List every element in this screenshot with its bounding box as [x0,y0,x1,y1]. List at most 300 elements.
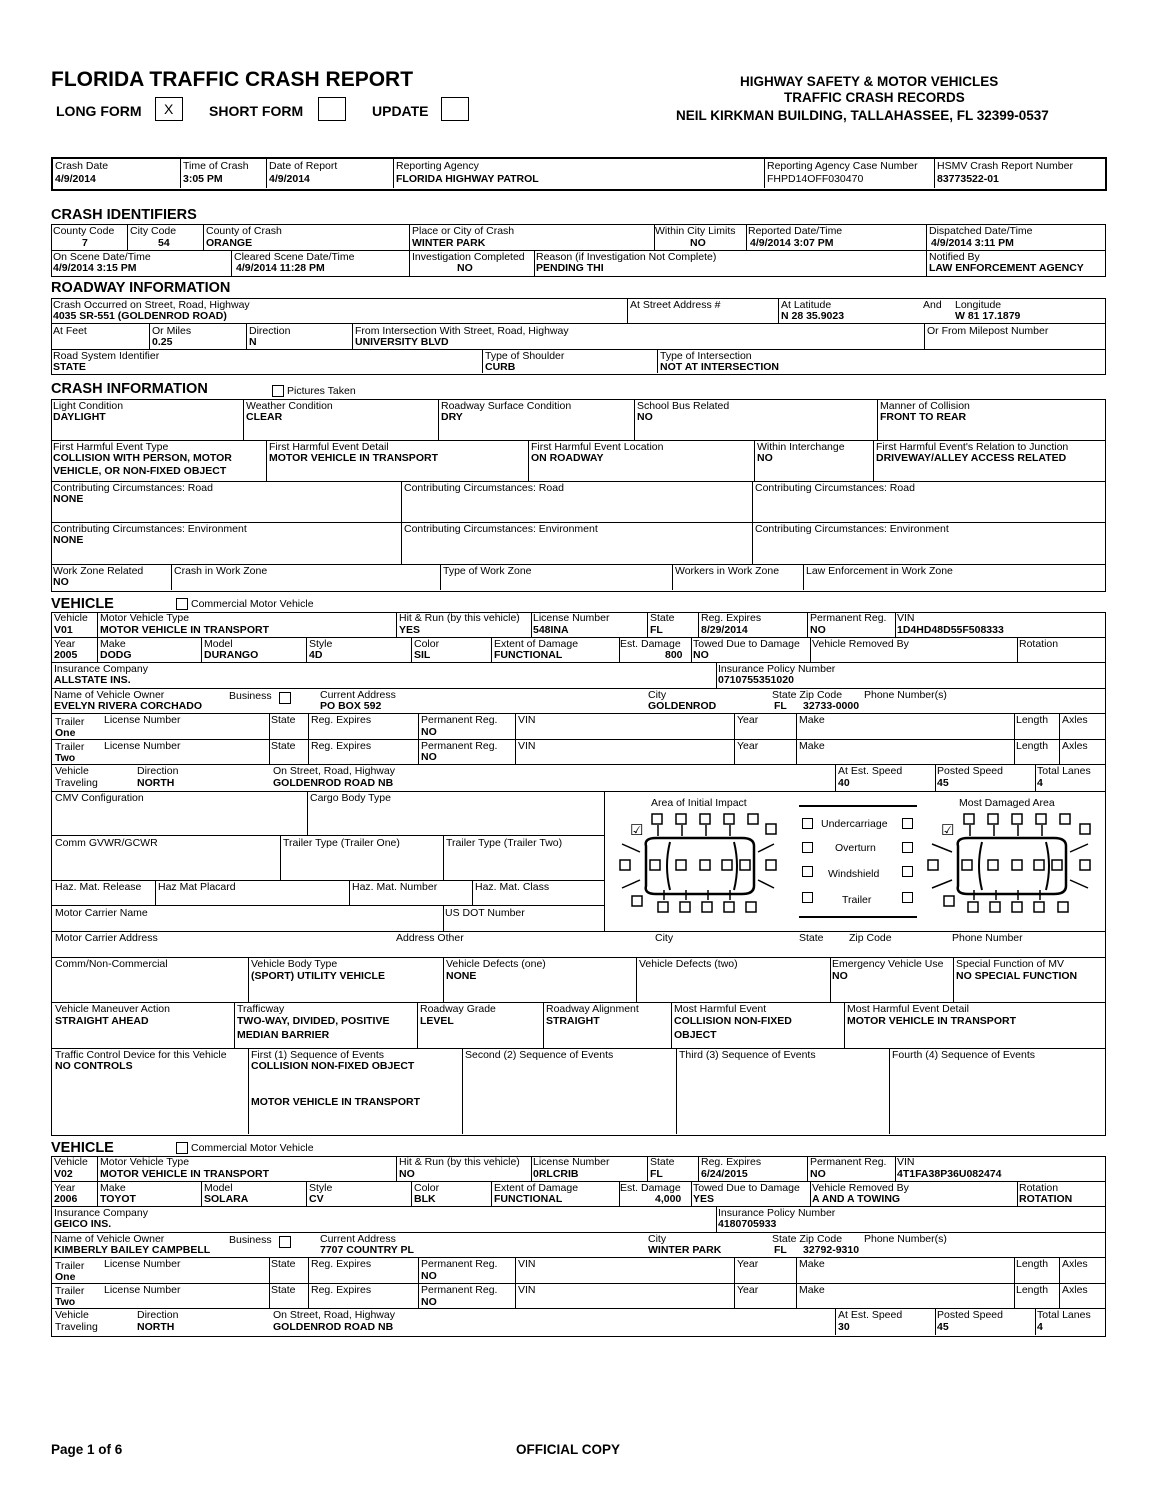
fhe-line2: VEHICLE, OR NON-FIXED OBJECT [53,465,227,477]
v1-state2-label: State [799,932,824,944]
v1-carrier-label: Motor Carrier Name [55,907,148,919]
v1-body-label: Vehicle Body Type [251,958,338,970]
v2-t1-one: One [55,1271,76,1283]
v1-lanes: 4 [1037,777,1043,789]
v1-city-label: City [648,689,667,701]
v1-tcd-label: Traffic Control Device for this Vehicle [55,1049,227,1061]
v2-t2-permreg-label: Permanent Reg. [421,1284,498,1296]
v1-seq3-label: Third (3) Sequence of Events [679,1049,816,1061]
v1-policy: 0710755351020 [718,674,794,686]
v1-color: SIL [414,649,431,661]
v1-policy-label: Insurance Policy Number [718,663,836,675]
v1-business-label: Business [229,690,272,702]
v1-zip-label: Zip Code [849,932,892,944]
v1-t1-length-label: Length [1016,714,1049,726]
v2-permreg: NO [810,1168,826,1180]
v2-make-label: Make [100,1182,126,1194]
v2-statezip-label: State Zip Code [772,1233,843,1245]
v2-owner: KIMBERLY BAILEY CAMPBELL [54,1244,211,1256]
ccr1-label: Contributing Circumstances: Road [53,482,213,494]
county-label: County of Crash [206,225,282,237]
v1-addr-label: Current Address [320,689,396,701]
v2-policy: 4180705933 [718,1218,777,1230]
v1-phone-label: Phone Number(s) [864,689,947,701]
direction-label: Direction [249,325,291,337]
v1-emerg-label: Emergency Vehicle Use [832,958,944,970]
v1-zip: 32733-0000 [803,701,860,712]
v1-most-damaged-label: Most Damaged Area [959,797,1055,809]
v1-cmvconfig-label: CMV Configuration [55,792,144,804]
v2-model-label: Model [204,1182,233,1194]
within-city-label: Within City Limits [655,225,736,237]
v1-undercarriage-left-checkbox[interactable] [802,818,813,829]
cwz-label: Crash in Work Zone [174,565,268,577]
v1-mhed: MOTOR VEHICLE IN TRANSPORT [847,1015,1016,1027]
v1-body: (SPORT) UTILITY VEHICLE [251,970,385,982]
weather: CLEAR [246,411,283,423]
v2-t2-vin-label: VIN [518,1284,536,1296]
v2-number: V02 [54,1168,73,1180]
v1-t2-length-label: Length [1016,740,1049,752]
weather-label: Weather Condition [246,400,333,412]
v2-t2-state-label: State [271,1284,296,1296]
agency-label: Reporting Agency [396,160,479,172]
cce2-label: Contributing Circumstances: Environment [404,523,598,535]
cleared-datetime: 4/9/2014 11:28 PM [236,262,325,274]
v2-t1-permreg-label: Permanent Reg. [421,1258,498,1270]
reported-label: Reported Date/Time [748,225,843,237]
v1-hitrun-label: Hit & Run (by this vehicle) [399,612,520,624]
v1-owner: EVELYN RIVERA CORCHADO [54,700,202,712]
v2-t1-axles-label: Axles [1062,1258,1088,1270]
v1-overturn-right-checkbox[interactable] [902,842,913,853]
v1-initial-impact-check-icon: ☑ [630,822,644,839]
v2-t2-two: Two [55,1296,76,1308]
v2-t1-plate-label: License Number [104,1258,181,1270]
v1-city2-label: City [655,932,674,944]
v1-type: MOTOR VEHICLE IN TRANSPORT [100,624,269,636]
v1-t1-state-label: State [271,714,296,726]
v1-t2-make-label: Make [799,740,825,752]
fhl-label: First Harmful Event Location [531,441,664,453]
crash-date-label: Crash Date [55,160,109,172]
v2-vin-label: VIN [897,1156,915,1168]
miles-label: Or Miles [152,325,192,337]
surface-label: Roadway Surface Condition [441,400,572,412]
v2-zip: 32792-9310 [803,1245,860,1256]
manner: FRONT TO REAR [880,411,967,423]
long-form-label: LONG FORM [56,103,142,119]
county: ORANGE [206,237,253,249]
v2-city: WINTER PARK [648,1244,722,1256]
v2-towed: YES [693,1193,715,1205]
place: WINTER PARK [412,237,486,249]
v2-hitrun: NO [399,1168,415,1180]
v1-def1-label: Vehicle Defects (one) [446,958,546,970]
junction: DRIVEWAY/ALLEY ACCESS RELATED [876,452,1067,464]
v2-posted: 45 [937,1321,949,1333]
pictures-checkbox[interactable] [272,385,284,397]
v2-t1-length-label: Length [1016,1258,1049,1270]
v1-seq1: COLLISION NON-FIXED OBJECT [251,1060,415,1072]
v1-maneuver: STRAIGHT AHEAD [55,1015,149,1027]
fhe-line1: COLLISION WITH PERSON, MOTOR [53,452,232,464]
cce1: NONE [53,534,84,546]
v2-speed-label: At Est. Speed [838,1309,903,1321]
v2-owner-label: Name of Vehicle Owner [54,1233,165,1245]
v2-lanes-label: Total Lanes [1037,1309,1091,1321]
v1-statezip-label: State Zip Code [772,689,843,701]
v1-t2-state-label: State [271,740,296,752]
v2-addr-label: Current Address [320,1233,396,1245]
vehicle1-title: VEHICLE [51,596,114,612]
update-checkbox[interactable] [441,97,469,121]
v1-permreg: NO [810,624,826,636]
v2-make: TOYOT [100,1193,136,1205]
time-label: Time of Crash [183,160,249,172]
notified-label: Notified By [929,251,980,263]
investigation: NO [457,262,473,274]
ccr2-label: Contributing Circumstances: Road [404,482,564,494]
road-system-label: Road System Identifier [53,350,160,362]
v1-hazclass-label: Haz. Mat. Class [475,881,550,893]
v2-t2-length-label: Length [1016,1284,1049,1296]
interchange: NO [757,452,773,464]
v2-t1-state-label: State [271,1258,296,1270]
agency-line2: TRAFFIC CRASH RECORDS [784,90,965,105]
v1-t1-year-label: Year [737,714,759,726]
v2-estdmg-label: Est. Damage [620,1182,681,1194]
v1-overturn-left-checkbox[interactable] [802,842,813,853]
short-form-label: SHORT FORM [209,103,304,119]
twz-label: Type of Work Zone [443,565,532,577]
v1-make-label: Make [100,638,126,650]
v1-commnon-label: Comm/Non-Commercial [55,958,168,970]
v2-vehicle-label2: Vehicle [55,1309,89,1321]
v1-t1-permreg-label: Permanent Reg. [421,714,498,726]
v1-state: FL [650,624,663,636]
v2-t2-year-label: Year [737,1284,759,1296]
v1-t1-one: One [55,727,76,739]
road-system: STATE [53,361,86,373]
v2-addr: 7707 COUNTRY PL [320,1244,414,1256]
miles: 0.25 [152,336,173,348]
v1-trailer-right-checkbox[interactable] [902,892,913,903]
v1-emerg: NO [832,970,848,982]
street-label: Crash Occurred on Street, Road, Highway [53,299,250,311]
v2-rotation-label: Rotation [1019,1182,1059,1194]
v1-tcd: NO CONTROLS [55,1060,133,1072]
v1-model-label: Model [204,638,233,650]
v1-business-checkbox[interactable] [279,692,291,704]
v2-policy-label: Insurance Policy Number [718,1207,836,1219]
v1-posted-label: Posted Speed [937,765,1003,777]
within-city: NO [690,237,706,249]
wz: NO [53,576,69,588]
v1-removed-label: Vehicle Removed By [812,638,909,650]
v2-state-label: State [650,1156,675,1168]
v1-make: DODG [100,649,132,661]
v1-undercarriage-label: Undercarriage [821,818,888,830]
v2-t2-regexp-label: Reg. Expires [311,1284,372,1296]
onscene-datetime: 4/9/2014 3:15 PM [53,262,137,274]
v1-t2-regexp-label: Reg. Expires [311,740,372,752]
v1-onstreet-label: On Street, Road, Highway [273,765,395,777]
v2-cmv-checkbox[interactable] [176,1142,188,1154]
dispatched-label: Dispatched Date/Time [929,225,1033,237]
v1-number: V01 [54,624,73,636]
v1-owner-label: Name of Vehicle Owner [54,689,165,701]
v2-style: CV [309,1193,324,1205]
intersection: UNIVERSITY BLVD [355,336,449,348]
v2-t1-make-label: Make [799,1258,825,1270]
v2-estdmg: 4,000 [655,1193,682,1205]
v1-model: DURANGO [204,649,259,661]
milepost-label: Or From Milepost Number [927,325,1049,337]
v1-t1-permreg: NO [421,726,437,738]
v1-style-label: Style [309,638,333,650]
v1-traveling-label: Traveling [55,777,98,789]
reason: PENDING THI [536,262,604,274]
v2-hitrun-label: Hit & Run (by this vehicle) [399,1156,520,1168]
onscene-label: On Scene Date/Time [53,251,151,263]
v1-grade: LEVEL [420,1015,454,1027]
v2-owner-state: FL [774,1244,787,1256]
v1-mhed-label: Most Harmful Event Detail [847,1003,969,1015]
v1-insco: ALLSTATE INS. [54,674,131,686]
intersection-type: NOT AT INTERSECTION [660,361,779,373]
v2-t2-plate-label: License Number [104,1284,181,1296]
v1-hazrel-label: Haz. Mat. Release [55,881,142,893]
v2-extent-label: Extent of Damage [494,1182,579,1194]
v1-posted: 45 [937,777,949,789]
v1-plate-label: License Number [533,612,610,624]
place-label: Place or City of Crash [412,225,515,237]
wwz-label: Workers in Work Zone [675,565,780,577]
v1-t1-plate-label: License Number [104,714,181,726]
v1-cargo-label: Cargo Body Type [310,792,391,804]
v1-seq1-detail: MOTOR VEHICLE IN TRANSPORT [251,1096,420,1108]
longitude: W 81 17.1879 [955,310,1021,322]
v1-most-damaged-check-icon: ☑ [941,822,955,839]
v2-t1-permreg: NO [421,1270,437,1282]
v2-t1-year-label: Year [737,1258,759,1270]
lewz-label: Law Enforcement in Work Zone [806,565,953,577]
v1-t1-axles-label: Axles [1062,714,1088,726]
interchange-label: Within Interchange [757,441,845,453]
crash-info-title: CRASH INFORMATION [51,381,208,397]
agency-line1: HIGHWAY SAFETY & MOTOR VEHICLES [740,74,999,89]
v2-towed-label: Towed Due to Damage [693,1182,800,1194]
v1-grade-label: Roadway Grade [420,1003,496,1015]
v1-undercarriage-right-checkbox[interactable] [902,818,913,829]
v1-windshield-right-checkbox[interactable] [902,866,913,877]
cce1-label: Contributing Circumstances: Environment [53,523,247,535]
update-label: UPDATE [372,103,429,119]
v1-regexp: 8/29/2014 [701,624,748,636]
v2-permreg-label: Permanent Reg. [810,1156,887,1168]
v2-insco-label: Insurance Company [54,1207,148,1219]
v1-windshield-left-checkbox[interactable] [802,866,813,877]
latitude: N 28 35.9023 [781,310,845,322]
ccr1: NONE [53,493,84,505]
v1-carrieraddr-label: Motor Carrier Address [55,932,158,944]
v2-t2-trailer: Trailer [55,1285,85,1297]
hsmv-label: HSMV Crash Report Number [937,160,1073,172]
v1-mhe-line2: OBJECT [674,1029,717,1041]
investigation-label: Investigation Completed [412,251,525,263]
hsmv-number: 83773522-01 [937,173,999,185]
official-copy: OFFICIAL COPY [516,1442,621,1457]
light: DAYLIGHT [53,411,106,423]
shoulder: CURB [485,361,516,373]
v1-t2-permreg-label: Permanent Reg. [421,740,498,752]
v1-year: 2005 [54,649,78,661]
v1-vehicle-label: Vehicle [54,612,88,624]
v2-removed: A AND A TOWING [812,1193,901,1205]
v2-extent: FUNCTIONAL [494,1193,563,1205]
shoulder-label: Type of Shoulder [485,350,565,362]
v1-plate: 548INA [533,624,569,636]
case-label: Reporting Agency Case Number [767,160,918,172]
v1-estdmg: 800 [665,649,683,661]
v1-tt1-label: Trailer Type (Trailer One) [283,837,400,849]
v1-def2-label: Vehicle Defects (two) [639,958,738,970]
v1-align-label: Roadway Alignment [546,1003,639,1015]
reason-label: Reason (if Investigation Not Complete) [536,251,717,263]
longitude-label: Longitude [955,299,1002,311]
v2-type-label: Motor Vehicle Type [100,1156,190,1168]
direction: N [249,336,257,348]
v2-model: SOLARA [204,1193,249,1205]
long-form-checkbox[interactable] [155,97,183,121]
v1-seq2-label: Second (2) Sequence of Events [465,1049,614,1061]
and-label: And [923,299,942,311]
v2-year-label: Year [54,1182,76,1194]
v2-plate-label: License Number [533,1156,610,1168]
v2-year: 2006 [54,1193,78,1205]
v1-city: GOLDENROD [648,700,717,712]
v1-vin: 1D4HD48D55F508333 [897,624,1004,636]
v1-speed-label: At Est. Speed [838,765,903,777]
v1-rotation-label: Rotation [1019,638,1059,650]
v1-cmv-checkbox[interactable] [176,598,188,610]
v1-t2-trailer: Trailer [55,741,85,753]
pictures-label: Pictures Taken [287,385,356,397]
v2-color-label: Color [414,1182,440,1194]
county-code: 7 [82,237,88,249]
v1-haznum-label: Haz. Mat. Number [352,881,438,893]
v1-vehicle-label2: Vehicle [55,765,89,777]
v2-business-checkbox[interactable] [279,1236,291,1248]
v1-hazplac-label: Haz Mat Placard [158,881,236,893]
v1-vin-label: VIN [897,612,915,624]
v1-trailer-left-checkbox[interactable] [802,892,813,903]
v2-t2-make-label: Make [799,1284,825,1296]
v1-t2-axles-label: Axles [1062,740,1088,752]
v2-phone-label: Phone Number(s) [864,1233,947,1245]
v1-insco-label: Insurance Company [54,663,148,675]
v1-align: STRAIGHT [546,1015,600,1027]
notified-by: LAW ENFORCEMENT AGENCY [929,262,1084,274]
v1-t2-permreg: NO [421,751,437,763]
v1-lanes-label: Total Lanes [1037,765,1091,777]
ccr3-label: Contributing Circumstances: Road [755,482,915,494]
v2-direction: NORTH [137,1321,175,1333]
v1-t1-vin-label: VIN [518,714,536,726]
intersection-type-label: Type of Intersection [660,350,752,362]
v1-initial-impact-label: Area of Initial Impact [651,797,747,809]
v1-state-label: State [650,612,675,624]
v1-trafficway-line2: MEDIAN BARRIER [237,1029,330,1041]
v1-mhe-label: Most Harmful Event [674,1003,767,1015]
fhe-label: First Harmful Event Type [53,441,169,453]
v1-onstreet: GOLDENROD ROAD NB [273,777,394,789]
v1-windshield-label: Windshield [828,868,880,880]
agency-line3: NEIL KIRKMAN BUILDING, TALLAHASSEE, FL 32399-0537 [676,108,1049,123]
v2-direction-label: Direction [137,1309,179,1321]
v2-city-label: City [648,1233,667,1245]
v1-phone2-label: Phone Number [952,932,1023,944]
v1-cmv-label: Commercial Motor Vehicle [191,598,314,610]
cce3-label: Contributing Circumstances: Environment [755,523,949,535]
fhd-label: First Harmful Event Detail [269,441,389,453]
junction-label: First Harmful Event's Relation to Junction [876,441,1069,453]
v2-type: MOTOR VEHICLE IN TRANSPORT [100,1168,269,1180]
v2-vehicle-label: Vehicle [54,1156,88,1168]
v1-direction-label: Direction [137,765,179,777]
v2-t1-regexp-label: Reg. Expires [311,1258,372,1270]
roadway-title: ROADWAY INFORMATION [51,280,231,296]
v1-special-label: Special Function of MV [956,958,1064,970]
fhd: MOTOR VEHICLE IN TRANSPORT [269,452,438,464]
v2-regexp: 6/24/2015 [701,1168,748,1180]
short-form-checkbox[interactable] [318,97,346,121]
v1-style: 4D [309,649,323,661]
light-label: Light Condition [53,400,124,412]
v1-tt2-label: Trailer Type (Trailer Two) [446,837,563,849]
street: 4035 SR-551 (GOLDENROD ROAD) [53,310,227,322]
latitude-label: At Latitude [781,299,832,311]
v1-speed: 40 [838,777,850,789]
v2-t2-axles-label: Axles [1062,1284,1088,1296]
v2-insco: GEICO INS. [54,1218,112,1230]
v2-t2-permreg: NO [421,1296,437,1308]
surface: DRY [441,411,463,423]
feet-label: At Feet [53,325,87,337]
v2-state: FL [650,1168,663,1180]
v1-t1-regexp-label: Reg. Expires [311,714,372,726]
county-code-label: County Code [53,225,115,237]
v1-direction: NORTH [137,777,175,789]
city-code: 54 [158,237,170,249]
agency: FLORIDA HIGHWAY PATROL [396,173,539,185]
v1-maneuver-label: Vehicle Maneuver Action [55,1003,170,1015]
v1-t2-vin-label: VIN [518,740,536,752]
v1-extent: FUNCTIONAL [494,649,563,661]
v2-removed-label: Vehicle Removed By [812,1182,909,1194]
v1-gvwr-label: Comm GVWR/GCWR [55,837,158,849]
v2-color: BLK [414,1193,436,1205]
v1-t2-two: Two [55,752,76,764]
school-bus: NO [637,411,653,423]
v1-trafficway-line1: TWO-WAY, DIVIDED, POSITIVE [237,1015,390,1027]
v1-t2-plate-label: License Number [104,740,181,752]
v2-onstreet: GOLDENROD ROAD NB [273,1321,394,1333]
city-code-label: City Code [130,225,177,237]
crash-identifiers-title: CRASH IDENTIFIERS [51,207,197,223]
v1-type-label: Motor Vehicle Type [100,612,190,624]
